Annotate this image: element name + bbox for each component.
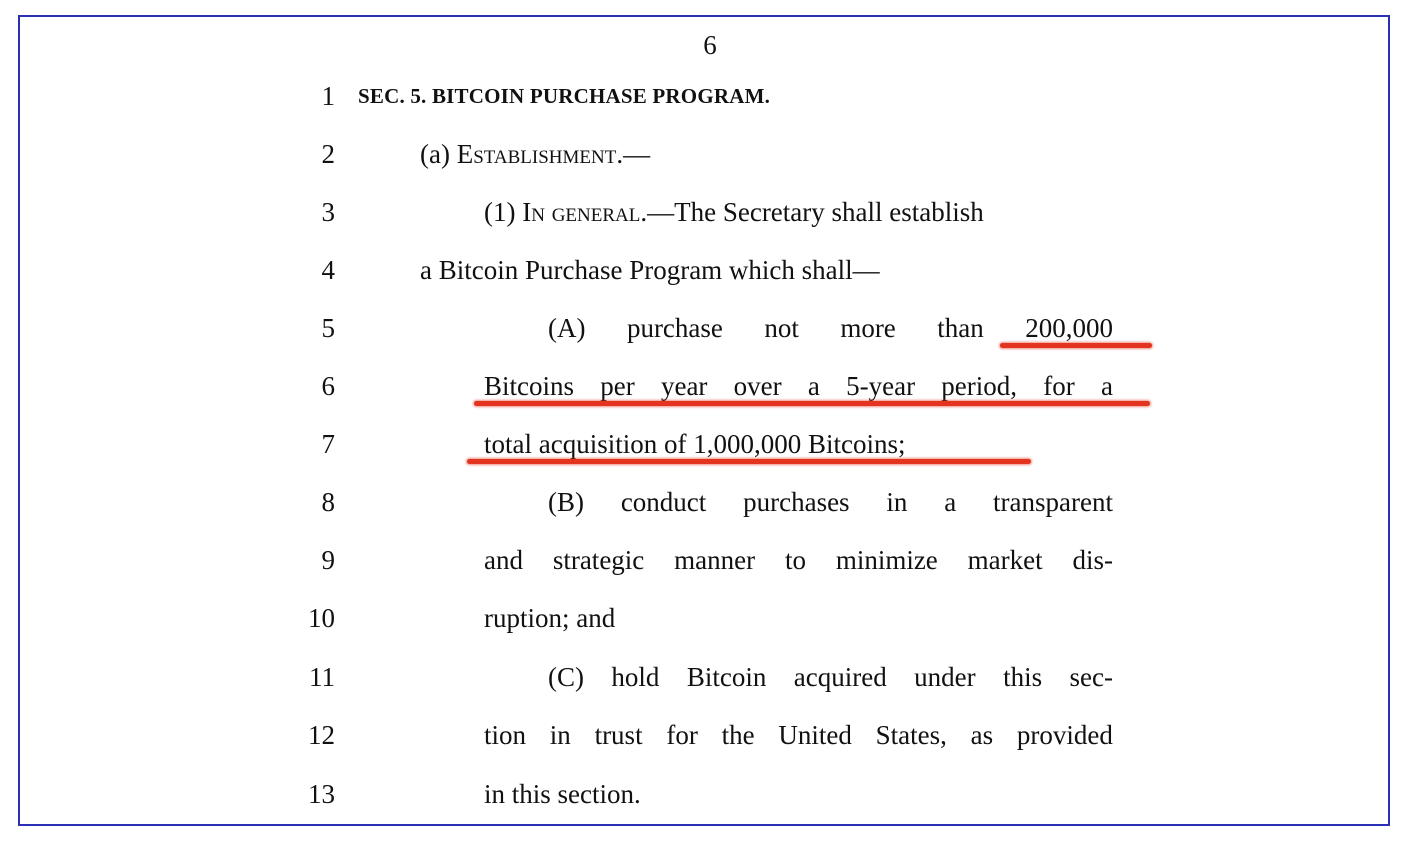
word: sec-: [1069, 662, 1113, 692]
word: conduct: [620, 487, 707, 517]
word: in: [886, 487, 908, 517]
line-number: 3: [321, 197, 335, 227]
word: over: [733, 371, 782, 401]
line-text: [548, 482, 1113, 522]
word: not: [764, 313, 799, 343]
word: United: [778, 720, 852, 750]
word: as: [970, 720, 994, 750]
line-number: 10: [308, 603, 335, 633]
subsection-dash: .—: [616, 139, 651, 169]
line-number: 7: [321, 429, 335, 459]
word: provided: [1016, 720, 1113, 750]
bill-line-2: [0, 134, 1412, 174]
line-text: total acquisition of 1,000,000 Bitcoins;: [484, 429, 906, 459]
word: market: [967, 545, 1043, 575]
line-number: 8: [321, 487, 335, 517]
line-number: 12: [308, 720, 335, 750]
bill-line-1: [0, 76, 1412, 116]
line-number: 9: [321, 545, 335, 575]
word: in: [549, 720, 571, 750]
word: 200,000: [1025, 313, 1113, 343]
word: a: [1100, 371, 1113, 401]
word: for: [666, 720, 698, 750]
word: a: [807, 371, 820, 401]
line-text: [548, 657, 1113, 697]
word: and: [484, 545, 523, 575]
paragraph-heading: [484, 192, 984, 232]
word: Bitcoins: [484, 371, 575, 401]
subsection-heading: [420, 134, 650, 174]
word: strategic: [552, 545, 645, 575]
bill-line-7: [0, 424, 1412, 464]
word: than: [937, 313, 984, 343]
word: the: [721, 720, 755, 750]
line-number: 13: [308, 779, 335, 809]
line-text: in this section.: [484, 779, 641, 809]
paragraph-title: In general: [522, 197, 641, 227]
red-underline-highlight: [467, 459, 1031, 464]
word: acquired: [793, 662, 887, 692]
line-number: 11: [309, 662, 335, 692]
bill-line-9: [0, 540, 1412, 580]
paragraph-text: .—The Secretary shall establish: [640, 197, 984, 227]
word: (C): [548, 662, 584, 692]
word: Bitcoin: [686, 662, 767, 692]
word: year: [660, 371, 708, 401]
word: purchase: [626, 313, 723, 343]
line-number: 1: [321, 81, 335, 111]
line-number: 5: [321, 313, 335, 343]
bill-line-6: [0, 366, 1412, 406]
line-text: [484, 540, 1113, 580]
line-text: ruption; and: [484, 603, 616, 633]
word: purchases: [743, 487, 850, 517]
line-number: 4: [321, 255, 335, 285]
bill-line-13: [0, 774, 1412, 814]
word: minimize: [835, 545, 938, 575]
bill-line-3: [0, 192, 1412, 232]
word: trust: [594, 720, 643, 750]
bill-line-8: [0, 482, 1412, 522]
word: States,: [875, 720, 947, 750]
word: under: [914, 662, 976, 692]
word: (A): [548, 313, 586, 343]
word: a: [944, 487, 957, 517]
word: for: [1043, 371, 1075, 401]
line-number: 6: [321, 371, 335, 401]
red-underline-highlight: [474, 401, 1150, 406]
word: more: [840, 313, 896, 343]
word: 5-year: [846, 371, 916, 401]
word: period,: [941, 371, 1018, 401]
red-underline-highlight: [1000, 343, 1152, 348]
word: transparent: [993, 487, 1113, 517]
word: manner: [674, 545, 756, 575]
word: (B): [548, 487, 584, 517]
word: hold: [611, 662, 660, 692]
section-heading: SEC. 5. BITCOIN PURCHASE PROGRAM.: [358, 84, 771, 108]
bill-line-11: [0, 657, 1412, 697]
line-text: [484, 366, 1113, 406]
subsection-title: Establishment: [456, 139, 617, 169]
bill-line-10: [0, 598, 1412, 638]
bill-line-12: [0, 715, 1412, 755]
paragraph-marker: (1): [484, 197, 523, 227]
line-text: [484, 715, 1113, 755]
subsection-marker: (a): [420, 139, 457, 169]
word: this: [1003, 662, 1043, 692]
word: tion: [484, 720, 527, 750]
word: dis-: [1072, 545, 1113, 575]
line-text: [548, 308, 1113, 348]
bill-line-4: [0, 250, 1412, 290]
line-text: a Bitcoin Purchase Program which shall—: [420, 255, 880, 285]
word: per: [600, 371, 635, 401]
bill-line-5: [0, 308, 1412, 348]
line-number: 2: [321, 139, 335, 169]
page-number: 6: [703, 30, 717, 60]
word: to: [784, 545, 806, 575]
